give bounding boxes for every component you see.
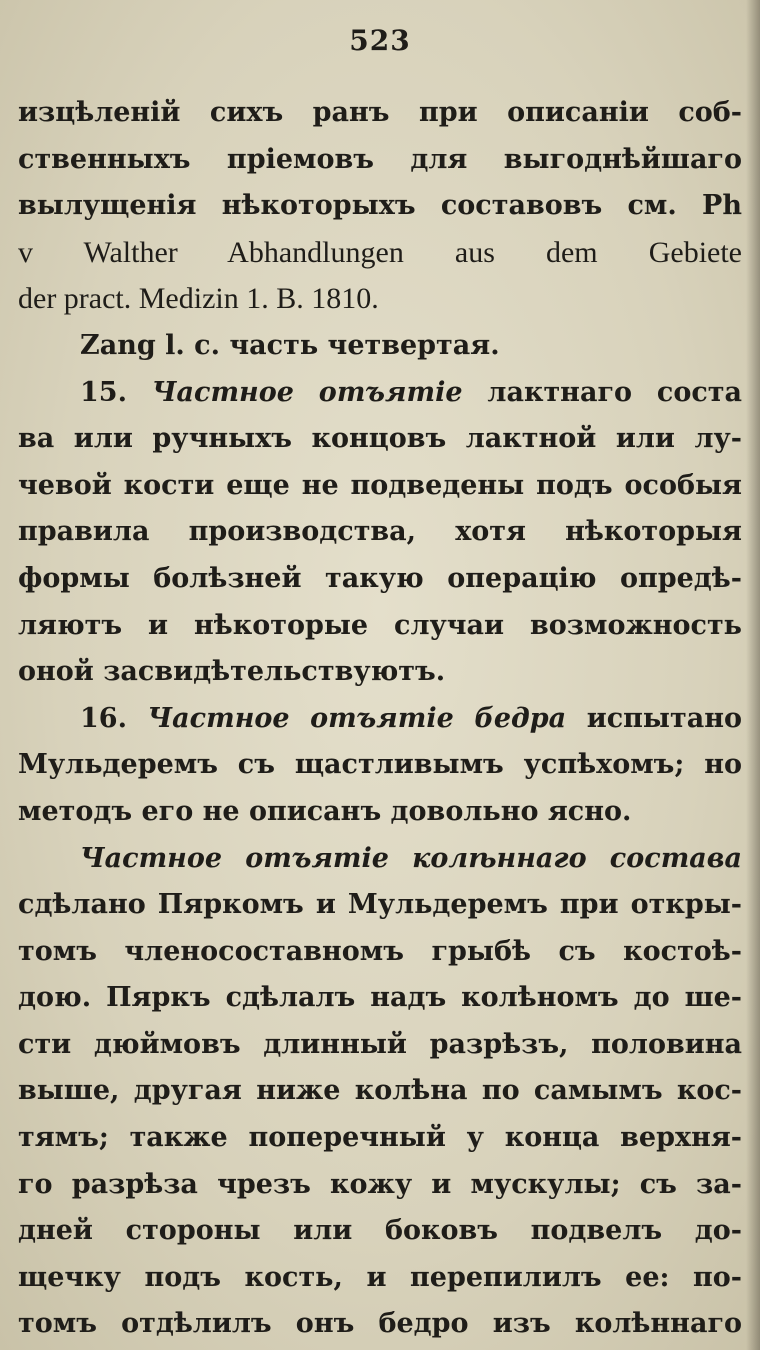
text-line: го разрѣза чрезъ кожу и мускулы; съ за- [18, 1168, 742, 1200]
text-line: правила производства, хотя нѣкоторыя [18, 516, 742, 548]
text-line: чевой кости еще не подведены подъ особыя [18, 469, 742, 501]
text-line: методъ его не описанъ довольно ясно. [18, 795, 632, 827]
section-15-heading-line [18, 370, 742, 417]
body-text [18, 90, 742, 1348]
text-line: щечку подъ кость, и перепилилъ ее: по- [18, 1261, 742, 1293]
text-line: Мульдеремъ съ щастливымъ успѣхомъ; но [18, 749, 742, 781]
italic-heading-line: Частное отъятіе колѣннаго состава [80, 842, 742, 874]
text-line: дою. Пяркъ сдѣлалъ надъ колѣномъ до ше- [18, 982, 742, 1014]
text-segment: испытано [586, 702, 742, 734]
text-line: ственныхъ пріемовъ для выгоднѣйшаго [18, 143, 742, 175]
text-line: вылущенія нѣкоторыхъ составовъ см. Ph [18, 190, 742, 222]
text-line: der pract. Medizin 1. B. 1810. [18, 282, 379, 316]
text-line: формы болѣзней такую операцію опредѣ- [18, 562, 742, 594]
section-16-number: 16. [80, 702, 127, 734]
text-line: сти дюймовъ длинный разрѣзъ, половина [18, 1028, 742, 1060]
section-15-number: 15. [80, 376, 127, 408]
section-15-title: Частное отъятіе [151, 376, 463, 408]
text-line: Zang l. c. часть четвертая. [80, 329, 500, 361]
text-segment: лактнаго соста [487, 376, 742, 408]
text-line: ва или ручныхъ концовъ лактной или лу- [18, 423, 742, 455]
text-line: ляютъ и нѣкоторые случаи возможность [18, 609, 742, 641]
page-number: 523 [349, 24, 411, 57]
text-line: дней стороны или боковъ подвелъ до- [18, 1215, 742, 1247]
text-line: томъ отдѣлилъ онъ бедро изъ колѣннаго [18, 1308, 742, 1340]
text-line: сдѣлано Пяркомъ и Мульдеремъ при откры- [18, 889, 742, 921]
text-line: оной засвидѣтельствуютъ. [18, 656, 446, 688]
section-16-title: Частное отъятіе бедра [147, 702, 567, 734]
text-line: тямъ; также поперечный у конца верхня- [18, 1122, 742, 1154]
text-line: v Walther Abhandlungen aus dem Gebiete [18, 235, 742, 269]
page-edge-shadow [746, 0, 760, 1350]
text-line: томъ членосоставномъ грыбѣ съ костоѣ- [18, 935, 742, 967]
text-line: изцѣленій сихъ ранъ при описаніи соб- [18, 97, 742, 128]
section-16-heading-line [18, 696, 742, 743]
text-line: выше, другая ниже колѣна по самымъ кос- [18, 1075, 742, 1107]
